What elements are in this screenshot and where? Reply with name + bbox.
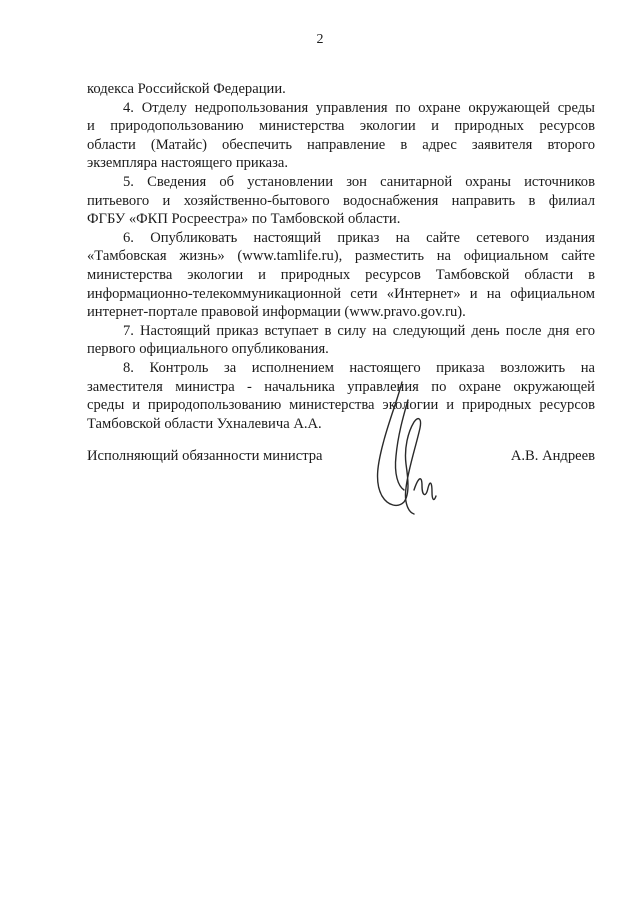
text-line: 8. Контроль за исполнением настоящего приказа возложить на bbox=[123, 359, 595, 376]
text-line: информационно-телекоммуникационной сети «Интернет» и на официальном bbox=[87, 285, 595, 302]
handwritten-signature bbox=[368, 378, 448, 528]
text-line: 7. Настоящий приказ вступает в силу на следующий день после дня его bbox=[123, 322, 595, 339]
text-line: «Тамбовская жизнь» (www.tamlife.ru), разместить на официальном сайте bbox=[87, 248, 595, 265]
text-line: Тамбовской области Ухналевича А.А. bbox=[87, 415, 322, 432]
text-line: министерства экологии и природных ресурсов Тамбовской области в bbox=[87, 266, 595, 283]
text-line: экземпляра настоящего приказа. bbox=[87, 155, 288, 172]
paragraph-7 bbox=[87, 322, 595, 359]
text-line: ФГБУ «ФКП Росреестра» по Тамбовской области. bbox=[87, 211, 401, 228]
page-number: 2 bbox=[316, 32, 324, 47]
paragraph-5 bbox=[87, 173, 595, 229]
text-line: среды и природопользованию министерства экологии и природных ресурсов bbox=[87, 397, 595, 414]
text-line: интернет-портале правовой информации (www.pravo.gov.ru). bbox=[87, 304, 466, 321]
text-line: первого официального опубликования. bbox=[87, 341, 329, 358]
text-line: области (Матайс) обеспечить направление в адрес заявителя второго bbox=[87, 136, 595, 153]
paragraph-4 bbox=[87, 99, 595, 173]
text-line: 6. Опубликовать настоящий приказ на сайте сетевого издания bbox=[123, 229, 595, 246]
paragraph-6 bbox=[87, 229, 595, 322]
document-body bbox=[87, 80, 595, 433]
text-line: заместителя министра - начальника управления по охране окружающей bbox=[87, 378, 595, 395]
signatory-name: А.В. Андреев bbox=[510, 448, 595, 464]
text-line: 5. Сведения об установлении зон санитарной охраны источников bbox=[123, 173, 595, 190]
signatory-role: Исполняющий обязанности министра bbox=[87, 448, 323, 464]
text-line: кодекса Российской Федерации. bbox=[87, 81, 286, 97]
text-line: и природопользованию министерства экологии и природных ресурсов bbox=[87, 118, 595, 135]
text-line: 4. Отделу недропользования управления по охране окружающей среды bbox=[123, 99, 595, 116]
text-line: питьевого и хозяйственно-бытового водоснабжения направить в филиал bbox=[87, 192, 595, 209]
paragraph-8 bbox=[87, 359, 595, 433]
